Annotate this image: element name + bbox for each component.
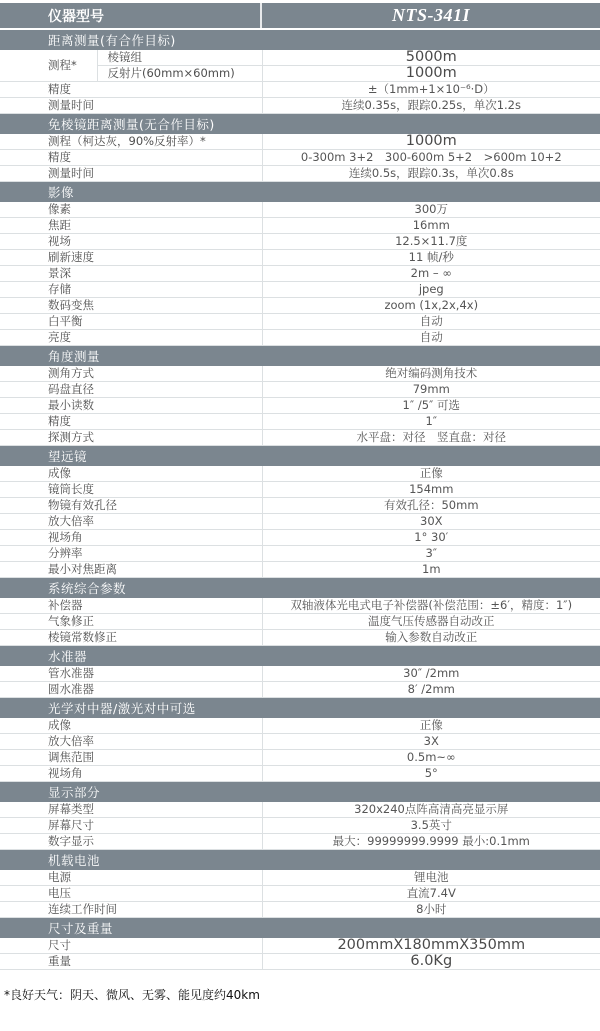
spec-row (0, 546, 600, 562)
spec-row (0, 514, 600, 530)
spec-label: 白平衡 (0, 314, 262, 330)
section-header: 显示部分 (0, 782, 600, 803)
section-header: 水准器 (0, 646, 600, 667)
model-name: NTS-341I (391, 5, 470, 25)
spec-label: 测角方式 (0, 366, 262, 382)
spec-value: 1m (262, 562, 600, 578)
section-row (0, 918, 600, 939)
spec-label: 数码变焦 (0, 298, 262, 314)
spec-label: 数字显示 (0, 834, 262, 850)
spec-label: 精度 (0, 82, 262, 98)
spec-row (0, 250, 600, 266)
spec-label: 最小读数 (0, 398, 262, 414)
spec-value: 正像 (262, 718, 600, 734)
spec-label: 亮度 (0, 330, 262, 346)
spec-row (0, 218, 600, 234)
weather-footnote: *良好天气：阴天、微风、无雾、能见度约40km (4, 988, 260, 1002)
spec-row (0, 234, 600, 250)
spec-value: 3.5英寸 (262, 818, 600, 834)
spec-row (0, 166, 600, 182)
section-row (0, 850, 600, 871)
spec-value: 5° (262, 766, 600, 782)
spec-value: 8′ /2mm (262, 682, 600, 698)
spec-row (0, 482, 600, 498)
spec-row (0, 598, 600, 614)
spec-row (0, 682, 600, 698)
spec-value: 水平盘：对径 竖直盘：对径 (262, 430, 600, 446)
spec-value: jpeg (262, 282, 600, 298)
spec-row (0, 330, 600, 346)
spec-value: 连续0.5s，跟踪0.3s，单次0.8s (262, 166, 600, 182)
model-header-bar (0, 3, 600, 28)
section-row (0, 782, 600, 803)
spec-label: 放大倍率 (0, 734, 262, 750)
spec-label: 圆水准器 (0, 682, 262, 698)
spec-row (0, 750, 600, 766)
spec-sublabel: 反射片(60mm×60mm) (97, 66, 262, 82)
spec-value: 200mmX180mmX350mm (262, 938, 600, 954)
spec-value: 最大：99999999.9999 最小:0.1mm (262, 834, 600, 850)
spec-value: zoom (1x,2x,4x) (262, 298, 600, 314)
spec-row (0, 430, 600, 446)
spec-value: 0-300m 3+2 300-600m 5+2 >600m 10+2 (262, 150, 600, 166)
spec-label: 精度 (0, 150, 262, 166)
spec-value: 双轴液体光电式电子补偿器(补偿范围：±6′，精度：1″) (262, 598, 600, 614)
spec-label: 测量时间 (0, 98, 262, 114)
spec-label: 尺寸 (0, 938, 262, 954)
section-row (0, 182, 600, 203)
spec-label: 棱镜常数修正 (0, 630, 262, 646)
spec-row (0, 530, 600, 546)
spec-row (0, 562, 600, 578)
spec-label: 精度 (0, 414, 262, 430)
section-header: 角度测量 (0, 346, 600, 367)
spec-value: 绝对编码测角技术 (262, 366, 600, 382)
spec-value: 1″ (262, 414, 600, 430)
section-header: 免棱镜距离测量(无合作目标) (0, 114, 600, 135)
spec-row (0, 98, 600, 114)
section-header: 机载电池 (0, 850, 600, 871)
spec-label: 焦距 (0, 218, 262, 234)
spec-row (0, 938, 600, 954)
spec-row (0, 870, 600, 886)
spec-value: 11 帧/秒 (262, 250, 600, 266)
spec-row (0, 802, 600, 818)
spec-value: 1″ /5″ 可选 (262, 398, 600, 414)
spec-row (0, 366, 600, 382)
spec-row (0, 766, 600, 782)
spec-label: 测程（柯达灰，90%反射率）* (0, 134, 262, 150)
spec-label: 连续工作时间 (0, 902, 262, 918)
spec-row (0, 398, 600, 414)
spec-label: 探测方式 (0, 430, 262, 446)
spec-row (0, 734, 600, 750)
spec-value: 3″ (262, 546, 600, 562)
section-header: 望远镜 (0, 446, 600, 467)
spec-value: 5000m (262, 50, 600, 66)
spec-row (0, 266, 600, 282)
spec-label: 气象修正 (0, 614, 262, 630)
spec-value: 正像 (262, 466, 600, 482)
spec-label: 屏幕类型 (0, 802, 262, 818)
spec-table (0, 30, 600, 970)
spec-value: 6.0Kg (262, 954, 600, 970)
spec-label: 放大倍率 (0, 514, 262, 530)
spec-label: 物镜有效孔径 (0, 498, 262, 514)
spec-row (0, 82, 600, 98)
spec-value: 320x240点阵高清高亮显示屏 (262, 802, 600, 818)
spec-label: 像素 (0, 202, 262, 218)
spec-table-body (0, 30, 600, 970)
spec-label: 存储 (0, 282, 262, 298)
spec-value: 2m – ∞ (262, 266, 600, 282)
spec-label: 补偿器 (0, 598, 262, 614)
spec-value: ±（1mm+1×10⁻⁶·D） (262, 82, 600, 98)
spec-value: 8小时 (262, 902, 600, 918)
spec-row (0, 314, 600, 330)
section-header: 尺寸及重量 (0, 918, 600, 939)
spec-value: 3X (262, 734, 600, 750)
spec-label: 测量时间 (0, 166, 262, 182)
spec-value: 锂电池 (262, 870, 600, 886)
spec-row (0, 414, 600, 430)
spec-value: 有效孔径：50mm (262, 498, 600, 514)
spec-label: 分辨率 (0, 546, 262, 562)
model-header-label: 仪器型号 (0, 3, 262, 28)
spec-label: 景深 (0, 266, 262, 282)
spec-label: 码盘直径 (0, 382, 262, 398)
spec-label: 调焦范围 (0, 750, 262, 766)
spec-row (0, 382, 600, 398)
spec-label: 视场角 (0, 766, 262, 782)
spec-label: 成像 (0, 466, 262, 482)
spec-row (0, 282, 600, 298)
spec-value: 154mm (262, 482, 600, 498)
spec-label: 最小对焦距离 (0, 562, 262, 578)
spec-row (0, 498, 600, 514)
section-row (0, 114, 600, 135)
spec-row (0, 614, 600, 630)
spec-row (0, 50, 600, 66)
spec-value: 30″ /2mm (262, 666, 600, 682)
spec-row (0, 150, 600, 166)
section-header: 距离测量(有合作目标) (0, 30, 600, 50)
spec-row (0, 298, 600, 314)
spec-value: 自动 (262, 314, 600, 330)
spec-label: 成像 (0, 718, 262, 734)
section-row (0, 446, 600, 467)
spec-label: 镜筒长度 (0, 482, 262, 498)
spec-value: 30X (262, 514, 600, 530)
spec-value: 16mm (262, 218, 600, 234)
spec-label: 电源 (0, 870, 262, 886)
spec-value: 温度气压传感器自动改正 (262, 614, 600, 630)
spec-value: 1° 30′ (262, 530, 600, 546)
spec-row (0, 818, 600, 834)
section-row (0, 346, 600, 367)
section-row (0, 698, 600, 719)
spec-value: 连续0.35s，跟踪0.25s，单次1.2s (262, 98, 600, 114)
spec-row (0, 902, 600, 918)
spec-label: 重量 (0, 954, 262, 970)
spec-row (0, 134, 600, 150)
section-header: 影像 (0, 182, 600, 203)
spec-label: 刷新速度 (0, 250, 262, 266)
section-row (0, 30, 600, 50)
spec-label: 测程* (0, 50, 97, 82)
section-header: 光学对中器/激光对中可选 (0, 698, 600, 719)
spec-value: 300万 (262, 202, 600, 218)
section-row (0, 578, 600, 599)
spec-label: 屏幕尺寸 (0, 818, 262, 834)
spec-value: 12.5×11.7度 (262, 234, 600, 250)
spec-value: 自动 (262, 330, 600, 346)
spec-value: 1000m (262, 134, 600, 150)
spec-value: 直流7.4V (262, 886, 600, 902)
spec-value: 输入参数自动改正 (262, 630, 600, 646)
spec-row (0, 666, 600, 682)
spec-label: 管水准器 (0, 666, 262, 682)
spec-label: 视场角 (0, 530, 262, 546)
spec-sublabel: 棱镜组 (97, 50, 262, 66)
spec-row (0, 466, 600, 482)
spec-label: 电压 (0, 886, 262, 902)
spec-row (0, 834, 600, 850)
spec-value: 79mm (262, 382, 600, 398)
spec-value: 0.5m~∞ (262, 750, 600, 766)
spec-value: 1000m (262, 66, 600, 82)
spec-label: 视场 (0, 234, 262, 250)
section-header: 系统综合参数 (0, 578, 600, 599)
spec-row (0, 718, 600, 734)
spec-row (0, 886, 600, 902)
spec-row (0, 202, 600, 218)
spec-row (0, 630, 600, 646)
spec-row (0, 954, 600, 970)
section-row (0, 646, 600, 667)
